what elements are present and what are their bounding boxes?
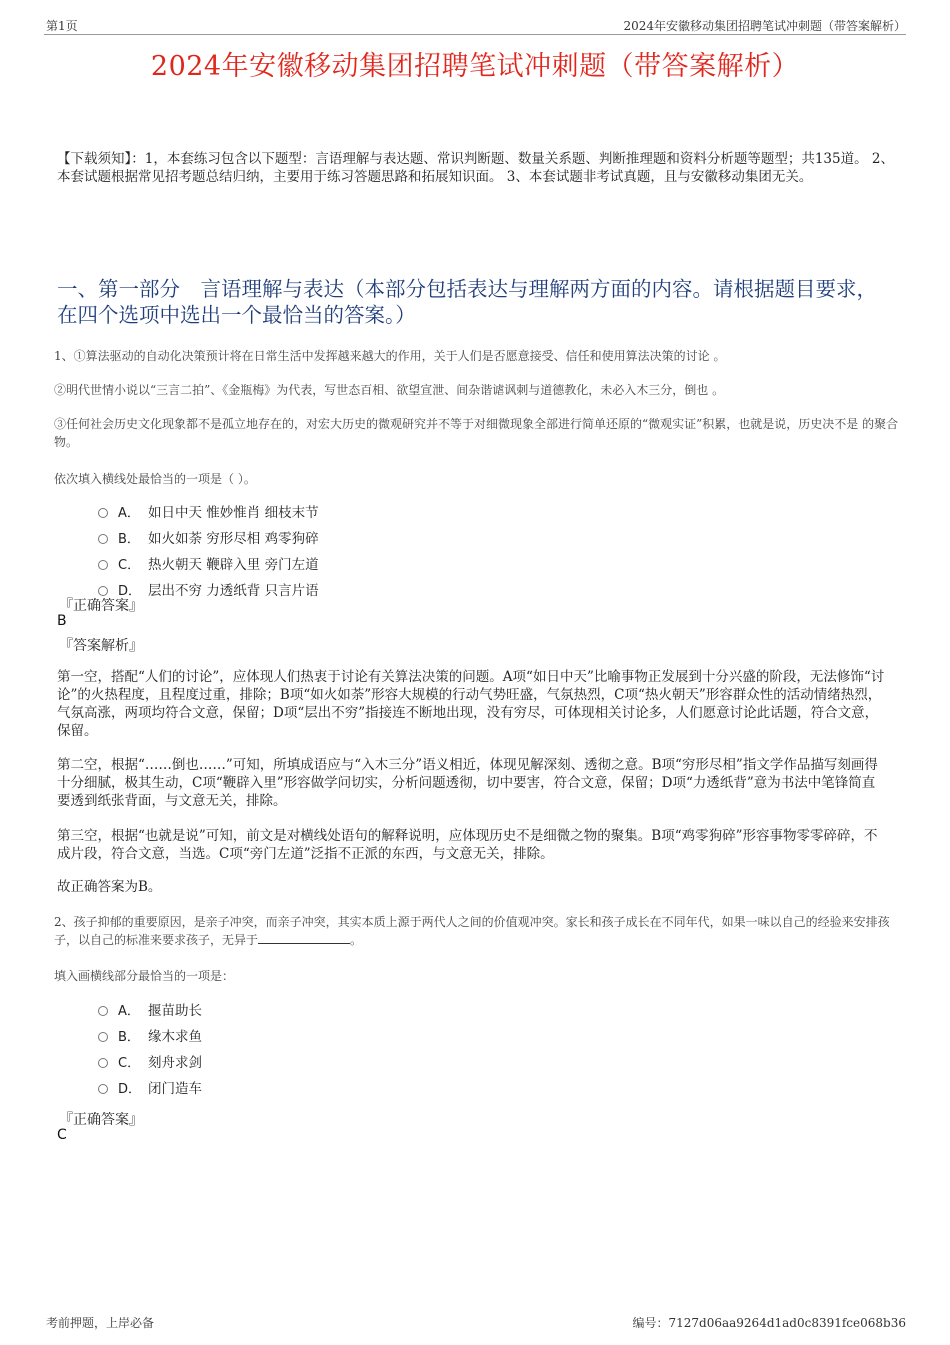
option-text: 热火朝天 鞭辟入里 旁门左道 xyxy=(148,557,319,573)
option-letter: A． xyxy=(118,1004,140,1019)
page-number: 第1页 xyxy=(46,19,78,33)
q1-analysis-conclusion: 故正确答案为B。 xyxy=(57,879,162,895)
q2-option-d[interactable] xyxy=(98,1079,202,1099)
option-text: 刻舟求剑 xyxy=(148,1055,202,1071)
section-title: 一、第一部分 言语理解与表达（本部分包括表达与理解两方面的内容。请根据题目要求，在四个选项中选出一个最恰当的答案。） xyxy=(57,277,877,327)
q2-answer: C xyxy=(57,1127,67,1143)
q1-analysis-label: 『答案解析』 xyxy=(59,638,143,654)
option-text: 层出不穷 力透纸背 只言片语 xyxy=(148,583,319,599)
q1-analysis-para-1: 第一空，搭配“人们的讨论”，应体现人们热衷于讨论有关算法决策的问题。A项“如日中天”比喻事物正发展到十分兴盛的阶段，无法修饰“讨论”的火热程度，且程度过重，排除；B项“如火如荼”形容大规模的行动气势旺盛，气氛热烈，C项“热火朝天”形容群众性的活动情绪热烈，气氛高涨，两项均符合文意，保留；D项“层出不穷”指接连不断地出现，没有穷尽，可体现相关讨论多，人们愿意讨论此话题，符合文意，保留。 xyxy=(57,669,885,739)
q2-option-a[interactable] xyxy=(98,1001,202,1021)
radio-icon[interactable] xyxy=(98,586,108,596)
option-text: 揠苗助长 xyxy=(148,1003,202,1019)
option-letter: C． xyxy=(118,558,141,573)
q2-stem-end: 。 xyxy=(350,933,363,947)
header-doc-title: 2024年安徽移动集团招聘笔试冲刺题（带答案解析） xyxy=(623,19,906,33)
header-divider xyxy=(44,34,906,35)
radio-icon[interactable] xyxy=(98,560,108,570)
option-text: 闭门造车 xyxy=(148,1081,202,1097)
q2-answer-label: 『正确答案』 xyxy=(59,1112,143,1128)
option-letter: B． xyxy=(118,1030,140,1045)
radio-icon[interactable] xyxy=(98,534,108,544)
q2-option-b[interactable] xyxy=(98,1027,202,1047)
q1-option-a[interactable] xyxy=(98,503,319,523)
q1-answer: B xyxy=(57,613,67,629)
footer-slogan: 考前押题，上岸必备 xyxy=(46,1316,155,1330)
page-title: 2024年安徽移动集团招聘笔试冲刺题（带答案解析） xyxy=(150,51,800,82)
q2-stem xyxy=(54,913,899,949)
footer-doc-id: 编号：7127d06aa9264d1ad0c8391fce068b36 xyxy=(632,1316,906,1330)
q1-prompt: 依次填入横线处最恰当的一项是（ ）。 xyxy=(54,472,256,486)
q1-option-b[interactable] xyxy=(98,529,319,549)
option-text: 如日中天 惟妙惟肖 细枝末节 xyxy=(148,505,319,521)
download-notice: 【下载须知】：1，本套练习包含以下题型：言语理解与表达题、常识判断题、数量关系题、判断推理题和资料分析题等题型；共135道。 2、本套试题根据常见招考题总结归纳，主要用于练习答题思路和拓展知识面。 3、本套试题非考试真题，且与安徽移动集团无关。 xyxy=(57,151,894,185)
radio-icon[interactable] xyxy=(98,1032,108,1042)
q1-line-2: ②明代世情小说以“三言二拍”、《金瓶梅》为代表，写世态百相、欲望宣泄、间杂谐谑讽刺与道德教化，未必入木三分，倒也 。 xyxy=(54,383,725,397)
option-letter: A． xyxy=(118,506,140,521)
q1-analysis-para-2: 第二空，根据“……倒也……”可知，所填成语应与“入木三分”语义相近，体现见解深刻、透彻之意。B项“穷形尽相”指文学作品描写刻画得十分细腻，极其生动，C项“鞭辟入里”形容做学问切实，分析问题透彻，切中要害，符合文意，保留；D项“力透纸背”意为书法中笔锋简直要透到纸张背面，与文意无关，排除。 xyxy=(57,757,878,809)
option-text: 缘木求鱼 xyxy=(148,1029,202,1045)
q1-answer-label: 『正确答案』 xyxy=(59,598,143,614)
radio-icon[interactable] xyxy=(98,508,108,518)
option-letter: B． xyxy=(118,532,140,547)
radio-icon[interactable] xyxy=(98,1006,108,1016)
q1-analysis-para-3: 第三空，根据“也就是说”可知，前文是对横线处语句的解释说明，应体现历史不是细微之物的聚集。B项“鸡零狗碎”形容事物零零碎碎，不成片段，符合文意，当选。C项“旁门左道”泛指不正派的东西，与文意无关，排除。 xyxy=(57,828,878,862)
radio-icon[interactable] xyxy=(98,1084,108,1094)
q2-option-c[interactable] xyxy=(98,1053,202,1073)
option-letter: D． xyxy=(118,584,142,599)
answer-blank xyxy=(258,931,350,944)
option-letter: C． xyxy=(118,1056,141,1071)
q2-stem-text: 2、孩子抑郁的重要原因，是亲子冲突，而亲子冲突，其实本质上源于两代人之间的价值观冲突。家长和孩子成长在不同年代，如果一味以自己的经验来安排孩子，以自己的标准来要求孩子，无异于 xyxy=(54,915,890,947)
q1-option-c[interactable] xyxy=(98,555,319,575)
q2-prompt: 填入画横线部分最恰当的一项是： xyxy=(54,969,235,983)
radio-icon[interactable] xyxy=(98,1058,108,1068)
option-letter: D． xyxy=(118,1082,142,1097)
option-text: 如火如荼 穷形尽相 鸡零狗碎 xyxy=(148,531,319,547)
q1-line-1: 1、①算法驱动的自动化决策预计将在日常生活中发挥越来越大的作用，关于人们是否愿意接受、信任和使用算法决策的讨论 。 xyxy=(54,349,726,363)
q1-line-3: ③任何社会历史文化现象都不是孤立地存在的，对宏大历史的微观研究并不等于对细微现象全部进行简单还原的“微观实证”积累，也就是说，历史决不是 的聚合物。 xyxy=(54,417,899,449)
